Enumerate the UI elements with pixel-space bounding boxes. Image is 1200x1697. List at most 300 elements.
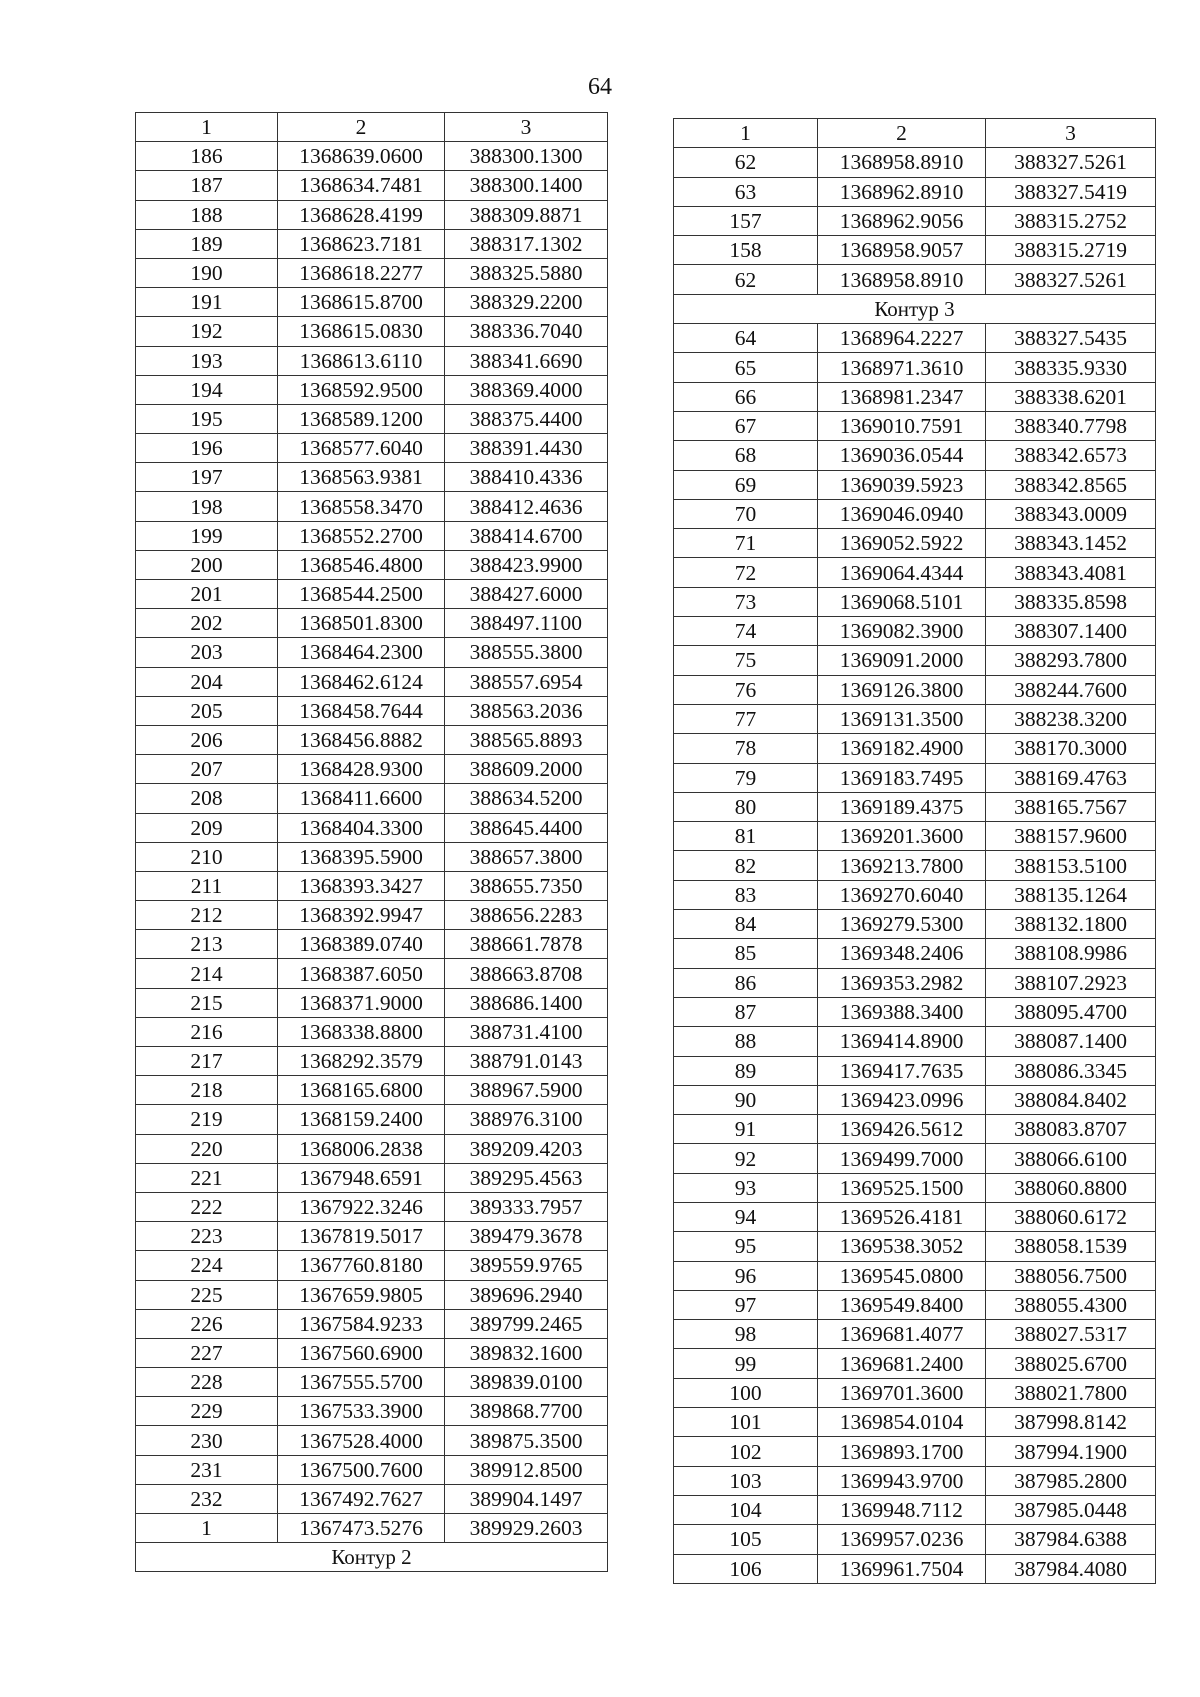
point-number-cell: 199 — [136, 521, 278, 550]
table-row — [136, 1134, 608, 1163]
x-coordinate-cell: 1367659.9805 — [278, 1280, 445, 1309]
point-number-cell: 214 — [136, 959, 278, 988]
y-coordinate-cell: 388731.4100 — [445, 1017, 608, 1046]
x-coordinate-cell: 1368615.0830 — [278, 317, 445, 346]
point-number-cell: 106 — [674, 1554, 818, 1583]
point-number-cell: 66 — [674, 382, 818, 411]
point-number-cell: 230 — [136, 1426, 278, 1455]
point-number-cell: 95 — [674, 1232, 818, 1261]
table-row — [674, 1261, 1156, 1290]
y-coordinate-cell: 389333.7957 — [445, 1192, 608, 1221]
x-coordinate-cell: 1368628.4199 — [278, 200, 445, 229]
x-coordinate-cell: 1367922.3246 — [278, 1192, 445, 1221]
y-coordinate-cell: 388315.2752 — [986, 206, 1156, 235]
x-coordinate-cell: 1369893.1700 — [818, 1437, 986, 1466]
y-coordinate-cell: 388325.5880 — [445, 258, 608, 287]
coordinates-table-left — [135, 112, 608, 1572]
y-coordinate-cell: 388084.8402 — [986, 1085, 1156, 1114]
table-row — [674, 1085, 1156, 1114]
x-coordinate-cell: 1368428.9300 — [278, 755, 445, 784]
point-number-cell: 81 — [674, 822, 818, 851]
point-number-cell: 93 — [674, 1173, 818, 1202]
x-coordinate-cell: 1368338.8800 — [278, 1017, 445, 1046]
x-coordinate-cell: 1369270.6040 — [818, 880, 986, 909]
point-number-cell: 76 — [674, 675, 818, 704]
x-coordinate-cell: 1368589.1200 — [278, 404, 445, 433]
point-number-cell: 211 — [136, 871, 278, 900]
point-number-cell: 207 — [136, 755, 278, 784]
y-coordinate-cell: 389559.9765 — [445, 1251, 608, 1280]
y-coordinate-cell: 388066.6100 — [986, 1144, 1156, 1173]
x-coordinate-cell: 1369039.5923 — [818, 470, 986, 499]
table-row — [136, 375, 608, 404]
x-coordinate-cell: 1368395.5900 — [278, 842, 445, 871]
x-coordinate-cell: 1368501.8300 — [278, 609, 445, 638]
point-number-cell: 101 — [674, 1408, 818, 1437]
point-number-cell: 79 — [674, 763, 818, 792]
table-row — [136, 959, 608, 988]
table-row — [136, 901, 608, 930]
point-number-cell: 102 — [674, 1437, 818, 1466]
table-row — [136, 1105, 608, 1134]
x-coordinate-cell: 1369279.5300 — [818, 910, 986, 939]
point-number-cell: 70 — [674, 499, 818, 528]
y-coordinate-cell: 388025.6700 — [986, 1349, 1156, 1378]
y-coordinate-cell: 388327.5261 — [986, 148, 1156, 177]
y-coordinate-cell: 388309.8871 — [445, 200, 608, 229]
x-coordinate-cell: 1369423.0996 — [818, 1085, 986, 1114]
table-row — [136, 580, 608, 609]
point-number-cell: 97 — [674, 1290, 818, 1319]
point-number-cell: 104 — [674, 1495, 818, 1524]
point-number-cell: 194 — [136, 375, 278, 404]
x-coordinate-cell: 1368165.6800 — [278, 1076, 445, 1105]
table-row — [674, 148, 1156, 177]
table-row — [136, 1309, 608, 1338]
y-coordinate-cell: 388791.0143 — [445, 1047, 608, 1076]
y-coordinate-cell: 388293.7800 — [986, 646, 1156, 675]
y-coordinate-cell: 388153.5100 — [986, 851, 1156, 880]
table-row — [674, 411, 1156, 440]
x-coordinate-cell: 1369183.7495 — [818, 763, 986, 792]
table-row — [136, 317, 608, 346]
x-coordinate-cell: 1367492.7627 — [278, 1484, 445, 1513]
x-coordinate-cell: 1369353.2982 — [818, 968, 986, 997]
x-coordinate-cell: 1367528.4000 — [278, 1426, 445, 1455]
point-number-cell: 94 — [674, 1202, 818, 1231]
y-coordinate-cell: 389904.1497 — [445, 1484, 608, 1513]
table-row — [674, 265, 1156, 294]
x-coordinate-cell: 1368464.2300 — [278, 638, 445, 667]
table-row — [136, 696, 608, 725]
point-number-cell: 216 — [136, 1017, 278, 1046]
y-coordinate-cell: 388056.7500 — [986, 1261, 1156, 1290]
y-coordinate-cell: 388327.5261 — [986, 265, 1156, 294]
table-row — [136, 258, 608, 287]
table-row — [674, 1554, 1156, 1583]
point-number-cell: 100 — [674, 1378, 818, 1407]
table-row — [674, 441, 1156, 470]
table-row — [674, 1349, 1156, 1378]
y-coordinate-cell: 388087.1400 — [986, 1027, 1156, 1056]
y-coordinate-cell: 388369.4000 — [445, 375, 608, 404]
table-row — [674, 617, 1156, 646]
point-number-cell: 197 — [136, 463, 278, 492]
point-number-cell: 203 — [136, 638, 278, 667]
x-coordinate-cell: 1369545.0800 — [818, 1261, 986, 1290]
point-number-cell: 68 — [674, 441, 818, 470]
section-title: Контур 3 — [674, 294, 1156, 323]
y-coordinate-cell: 388169.4763 — [986, 763, 1156, 792]
y-coordinate-cell: 389295.4563 — [445, 1163, 608, 1192]
point-number-cell: 157 — [674, 206, 818, 235]
y-coordinate-cell: 388565.8893 — [445, 725, 608, 754]
point-number-cell: 64 — [674, 324, 818, 353]
x-coordinate-cell: 1367533.3900 — [278, 1397, 445, 1426]
header-row — [136, 113, 608, 142]
x-coordinate-cell: 1369538.3052 — [818, 1232, 986, 1261]
point-number-cell: 65 — [674, 353, 818, 382]
point-number-cell: 206 — [136, 725, 278, 754]
point-number-cell: 77 — [674, 704, 818, 733]
x-coordinate-cell: 1368964.2227 — [818, 324, 986, 353]
y-coordinate-cell: 388327.5435 — [986, 324, 1156, 353]
x-coordinate-cell: 1368458.7644 — [278, 696, 445, 725]
table-row — [136, 813, 608, 842]
y-coordinate-cell: 388341.6690 — [445, 346, 608, 375]
table-row — [674, 763, 1156, 792]
column-header: 2 — [278, 113, 445, 142]
y-coordinate-cell: 388021.7800 — [986, 1378, 1156, 1407]
table-row — [674, 1525, 1156, 1554]
y-coordinate-cell: 388329.2200 — [445, 288, 608, 317]
table-row — [674, 529, 1156, 558]
y-coordinate-cell: 388300.1400 — [445, 171, 608, 200]
y-coordinate-cell: 388244.7600 — [986, 675, 1156, 704]
point-number-cell: 1 — [136, 1514, 278, 1543]
column-header: 3 — [445, 113, 608, 142]
header-row — [674, 119, 1156, 148]
y-coordinate-cell: 388645.4400 — [445, 813, 608, 842]
x-coordinate-cell: 1368558.3470 — [278, 492, 445, 521]
y-coordinate-cell: 388336.7040 — [445, 317, 608, 346]
x-coordinate-cell: 1367819.5017 — [278, 1222, 445, 1251]
y-coordinate-cell: 388342.6573 — [986, 441, 1156, 470]
x-coordinate-cell: 1368292.3579 — [278, 1047, 445, 1076]
x-coordinate-cell: 1369943.9700 — [818, 1466, 986, 1495]
table-row — [136, 521, 608, 550]
coordinates-table-right — [673, 118, 1156, 1584]
column-header: 3 — [986, 119, 1156, 148]
table-row — [674, 1115, 1156, 1144]
table-row — [674, 499, 1156, 528]
point-number-cell: 73 — [674, 587, 818, 616]
point-number-cell: 193 — [136, 346, 278, 375]
x-coordinate-cell: 1368392.9947 — [278, 901, 445, 930]
table-row — [136, 988, 608, 1017]
x-coordinate-cell: 1369961.7504 — [818, 1554, 986, 1583]
table-row — [136, 1076, 608, 1105]
x-coordinate-cell: 1369414.8900 — [818, 1027, 986, 1056]
x-coordinate-cell: 1368577.6040 — [278, 434, 445, 463]
x-coordinate-cell: 1368159.2400 — [278, 1105, 445, 1134]
x-coordinate-cell: 1368371.9000 — [278, 988, 445, 1017]
x-coordinate-cell: 1369948.7112 — [818, 1495, 986, 1524]
point-number-cell: 232 — [136, 1484, 278, 1513]
point-number-cell: 220 — [136, 1134, 278, 1163]
x-coordinate-cell: 1369681.2400 — [818, 1349, 986, 1378]
y-coordinate-cell: 387994.1900 — [986, 1437, 1156, 1466]
point-number-cell: 89 — [674, 1056, 818, 1085]
table-row — [674, 470, 1156, 499]
point-number-cell: 191 — [136, 288, 278, 317]
y-coordinate-cell: 388342.8565 — [986, 470, 1156, 499]
table-row — [674, 675, 1156, 704]
point-number-cell: 231 — [136, 1455, 278, 1484]
x-coordinate-cell: 1368006.2838 — [278, 1134, 445, 1163]
y-coordinate-cell: 389479.3678 — [445, 1222, 608, 1251]
y-coordinate-cell: 388655.7350 — [445, 871, 608, 900]
y-coordinate-cell: 388976.3100 — [445, 1105, 608, 1134]
y-coordinate-cell: 388108.9986 — [986, 939, 1156, 968]
y-coordinate-cell: 388343.4081 — [986, 558, 1156, 587]
x-coordinate-cell: 1368981.2347 — [818, 382, 986, 411]
table-row — [136, 492, 608, 521]
x-coordinate-cell: 1369388.3400 — [818, 997, 986, 1026]
y-coordinate-cell: 389839.0100 — [445, 1368, 608, 1397]
table-row — [674, 558, 1156, 587]
y-coordinate-cell: 388095.4700 — [986, 997, 1156, 1026]
point-number-cell: 210 — [136, 842, 278, 871]
x-coordinate-cell: 1369010.7591 — [818, 411, 986, 440]
point-number-cell: 63 — [674, 177, 818, 206]
table-row — [674, 1144, 1156, 1173]
table-row — [674, 1173, 1156, 1202]
table-row — [674, 382, 1156, 411]
point-number-cell: 62 — [674, 148, 818, 177]
x-coordinate-cell: 1368563.9381 — [278, 463, 445, 492]
point-number-cell: 196 — [136, 434, 278, 463]
point-number-cell: 69 — [674, 470, 818, 499]
x-coordinate-cell: 1368634.7481 — [278, 171, 445, 200]
x-coordinate-cell: 1369526.4181 — [818, 1202, 986, 1231]
table-row — [674, 177, 1156, 206]
point-number-cell: 80 — [674, 792, 818, 821]
point-number-cell: 99 — [674, 1349, 818, 1378]
point-number-cell: 225 — [136, 1280, 278, 1309]
point-number-cell: 227 — [136, 1338, 278, 1367]
y-coordinate-cell: 388563.2036 — [445, 696, 608, 725]
table-row — [674, 1290, 1156, 1319]
y-coordinate-cell: 388317.1302 — [445, 229, 608, 258]
y-coordinate-cell: 388634.5200 — [445, 784, 608, 813]
y-coordinate-cell: 389696.2940 — [445, 1280, 608, 1309]
point-number-cell: 71 — [674, 529, 818, 558]
x-coordinate-cell: 1369681.4077 — [818, 1320, 986, 1349]
y-coordinate-cell: 388086.3345 — [986, 1056, 1156, 1085]
table-row — [674, 646, 1156, 675]
page-number: 64 — [588, 74, 612, 100]
x-coordinate-cell: 1369348.2406 — [818, 939, 986, 968]
table-row — [674, 792, 1156, 821]
y-coordinate-cell: 388307.1400 — [986, 617, 1156, 646]
point-number-cell: 92 — [674, 1144, 818, 1173]
y-coordinate-cell: 388423.9900 — [445, 550, 608, 579]
point-number-cell: 229 — [136, 1397, 278, 1426]
x-coordinate-cell: 1368958.9057 — [818, 236, 986, 265]
x-coordinate-cell: 1368639.0600 — [278, 142, 445, 171]
y-coordinate-cell: 388083.8707 — [986, 1115, 1156, 1144]
x-coordinate-cell: 1368544.2500 — [278, 580, 445, 609]
table-row — [136, 434, 608, 463]
y-coordinate-cell: 388555.3800 — [445, 638, 608, 667]
point-number-cell: 202 — [136, 609, 278, 638]
x-coordinate-cell: 1369068.5101 — [818, 587, 986, 616]
point-number-cell: 223 — [136, 1222, 278, 1251]
y-coordinate-cell: 389912.8500 — [445, 1455, 608, 1484]
table-row — [674, 1056, 1156, 1085]
table-row — [674, 704, 1156, 733]
table-row — [136, 755, 608, 784]
column-header: 2 — [818, 119, 986, 148]
x-coordinate-cell: 1368618.2277 — [278, 258, 445, 287]
x-coordinate-cell: 1369052.5922 — [818, 529, 986, 558]
y-coordinate-cell: 388315.2719 — [986, 236, 1156, 265]
point-number-cell: 228 — [136, 1368, 278, 1397]
y-coordinate-cell: 388327.5419 — [986, 177, 1156, 206]
table-row — [136, 1222, 608, 1251]
point-number-cell: 187 — [136, 171, 278, 200]
point-number-cell: 204 — [136, 667, 278, 696]
point-number-cell: 200 — [136, 550, 278, 579]
x-coordinate-cell: 1369957.0236 — [818, 1525, 986, 1554]
table-row — [136, 142, 608, 171]
point-number-cell: 195 — [136, 404, 278, 433]
y-coordinate-cell: 388338.6201 — [986, 382, 1156, 411]
point-number-cell: 190 — [136, 258, 278, 287]
point-number-cell: 62 — [674, 265, 818, 294]
y-coordinate-cell: 388055.4300 — [986, 1290, 1156, 1319]
point-number-cell: 105 — [674, 1525, 818, 1554]
y-coordinate-cell: 388335.9330 — [986, 353, 1156, 382]
point-number-cell: 88 — [674, 1027, 818, 1056]
table-row — [674, 997, 1156, 1026]
x-coordinate-cell: 1367948.6591 — [278, 1163, 445, 1192]
x-coordinate-cell: 1368971.3610 — [818, 353, 986, 382]
x-coordinate-cell: 1367760.8180 — [278, 1251, 445, 1280]
x-coordinate-cell: 1368404.3300 — [278, 813, 445, 842]
point-number-cell: 96 — [674, 1261, 818, 1290]
y-coordinate-cell: 388427.6000 — [445, 580, 608, 609]
point-number-cell: 213 — [136, 930, 278, 959]
table-row — [136, 1192, 608, 1221]
y-coordinate-cell: 388661.7878 — [445, 930, 608, 959]
table-row — [136, 463, 608, 492]
table-row — [674, 206, 1156, 235]
table-row — [136, 1484, 608, 1513]
y-coordinate-cell: 388058.1539 — [986, 1232, 1156, 1261]
x-coordinate-cell: 1368387.6050 — [278, 959, 445, 988]
table-row — [136, 1455, 608, 1484]
table-row — [674, 587, 1156, 616]
x-coordinate-cell: 1369525.1500 — [818, 1173, 986, 1202]
x-coordinate-cell: 1369201.3600 — [818, 822, 986, 851]
table-row — [136, 200, 608, 229]
x-coordinate-cell: 1368958.8910 — [818, 265, 986, 294]
x-coordinate-cell: 1368962.8910 — [818, 177, 986, 206]
table-row — [136, 1514, 608, 1543]
point-number-cell: 90 — [674, 1085, 818, 1114]
y-coordinate-cell: 387984.4080 — [986, 1554, 1156, 1583]
y-coordinate-cell: 388609.2000 — [445, 755, 608, 784]
y-coordinate-cell: 388060.6172 — [986, 1202, 1156, 1231]
table-row — [674, 1437, 1156, 1466]
y-coordinate-cell: 389929.2603 — [445, 1514, 608, 1543]
table-row — [136, 638, 608, 667]
x-coordinate-cell: 1368389.0740 — [278, 930, 445, 959]
y-coordinate-cell: 389875.3500 — [445, 1426, 608, 1455]
point-number-cell: 103 — [674, 1466, 818, 1495]
point-number-cell: 78 — [674, 734, 818, 763]
point-number-cell: 75 — [674, 646, 818, 675]
section-row — [136, 1543, 608, 1572]
y-coordinate-cell: 389868.7700 — [445, 1397, 608, 1426]
table-row — [136, 550, 608, 579]
x-coordinate-cell: 1367555.5700 — [278, 1368, 445, 1397]
x-coordinate-cell: 1367584.9233 — [278, 1309, 445, 1338]
table-row — [136, 871, 608, 900]
x-coordinate-cell: 1368615.8700 — [278, 288, 445, 317]
y-coordinate-cell: 388335.8598 — [986, 587, 1156, 616]
x-coordinate-cell: 1369499.7000 — [818, 1144, 986, 1173]
point-number-cell: 84 — [674, 910, 818, 939]
y-coordinate-cell: 389209.4203 — [445, 1134, 608, 1163]
x-coordinate-cell: 1368552.2700 — [278, 521, 445, 550]
x-coordinate-cell: 1368411.6600 — [278, 784, 445, 813]
table-row — [674, 1320, 1156, 1349]
point-number-cell: 91 — [674, 1115, 818, 1144]
y-coordinate-cell: 387998.8142 — [986, 1408, 1156, 1437]
y-coordinate-cell: 388410.4336 — [445, 463, 608, 492]
x-coordinate-cell: 1369426.5612 — [818, 1115, 986, 1144]
point-number-cell: 226 — [136, 1309, 278, 1338]
table-row — [674, 968, 1156, 997]
table-row — [136, 609, 608, 638]
table-row — [674, 1232, 1156, 1261]
table-row — [674, 1027, 1156, 1056]
table-row — [136, 725, 608, 754]
y-coordinate-cell: 388375.4400 — [445, 404, 608, 433]
table-row — [674, 910, 1156, 939]
y-coordinate-cell: 388170.3000 — [986, 734, 1156, 763]
x-coordinate-cell: 1369131.3500 — [818, 704, 986, 733]
x-coordinate-cell: 1369036.0544 — [818, 441, 986, 470]
table-row — [136, 1017, 608, 1046]
section-title: Контур 2 — [136, 1543, 608, 1572]
point-number-cell: 186 — [136, 142, 278, 171]
point-number-cell: 98 — [674, 1320, 818, 1349]
y-coordinate-cell: 389799.2465 — [445, 1309, 608, 1338]
x-coordinate-cell: 1367473.5276 — [278, 1514, 445, 1543]
table-row — [674, 939, 1156, 968]
y-coordinate-cell: 388238.3200 — [986, 704, 1156, 733]
table-row — [136, 171, 608, 200]
table-row — [674, 822, 1156, 851]
table-row — [674, 1202, 1156, 1231]
point-number-cell: 72 — [674, 558, 818, 587]
y-coordinate-cell: 388027.5317 — [986, 1320, 1156, 1349]
point-number-cell: 192 — [136, 317, 278, 346]
